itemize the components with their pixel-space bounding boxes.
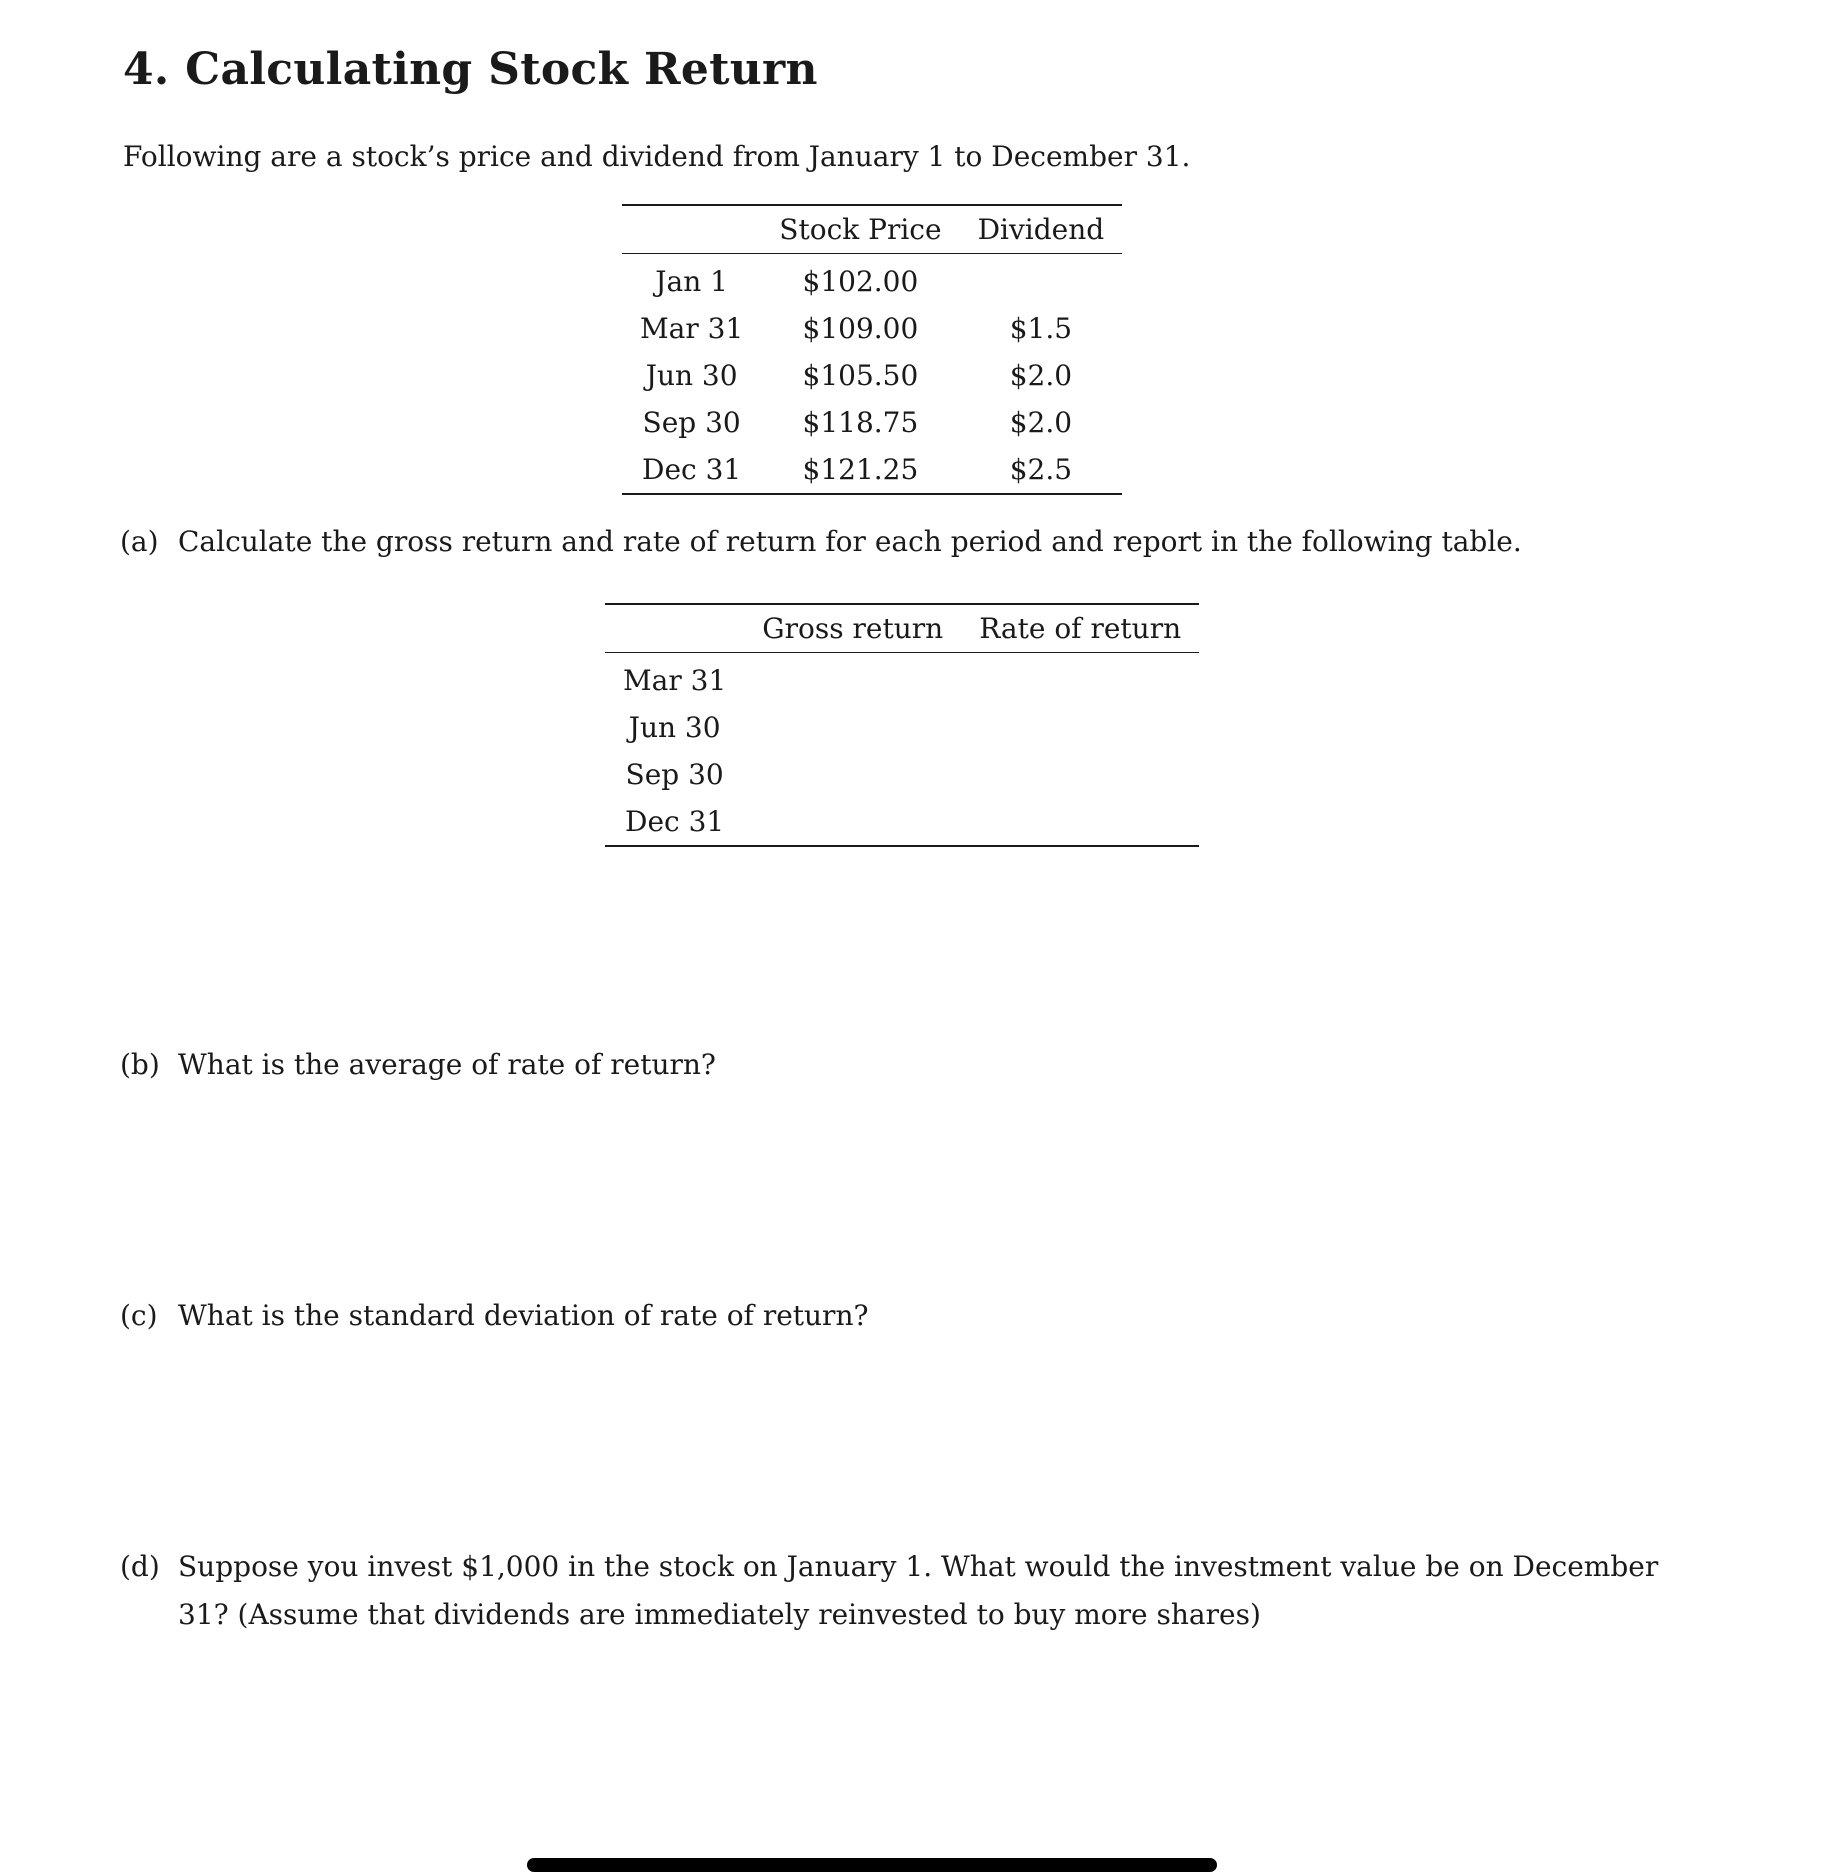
intro-text: Following are a stock’s price and dividend from January 1 to December 31. bbox=[123, 140, 1191, 173]
dividend-cell bbox=[960, 254, 1123, 306]
table-row bbox=[622, 446, 1122, 494]
date-cell: Jun 30 bbox=[628, 711, 721, 744]
column-header bbox=[622, 205, 761, 254]
gross-return-cell bbox=[744, 798, 961, 846]
table-row bbox=[605, 751, 1199, 798]
table-header-row bbox=[622, 205, 1122, 254]
table-row bbox=[605, 798, 1199, 846]
table-row bbox=[622, 399, 1122, 446]
table-row bbox=[622, 352, 1122, 399]
dividend-cell: $1.5 bbox=[1009, 312, 1073, 345]
price-cell: $102.00 bbox=[802, 265, 919, 298]
price-cell: $121.25 bbox=[761, 446, 959, 494]
question-text: What is the standard deviation of rate of return? bbox=[178, 1299, 869, 1332]
price-cell: $118.75 bbox=[802, 406, 919, 439]
table-row bbox=[622, 254, 1122, 306]
column-header-stock-price: Stock Price bbox=[761, 205, 959, 254]
question-label: (d) bbox=[120, 1550, 160, 1583]
home-indicator-bar[interactable] bbox=[527, 1858, 1217, 1872]
question-label: (b) bbox=[120, 1048, 160, 1081]
gross-return-cell bbox=[744, 751, 961, 798]
gross-return-cell bbox=[744, 653, 961, 705]
date-cell: Sep 30 bbox=[642, 406, 741, 439]
date-cell: Jan 1 bbox=[655, 265, 728, 298]
question-text: Calculate the gross return and rate of return for each period and report in the following table. bbox=[178, 525, 1522, 558]
return-table bbox=[605, 603, 1199, 847]
question-text: What is the average of rate of return? bbox=[178, 1048, 716, 1081]
dividend-cell: $2.0 bbox=[1009, 359, 1073, 392]
rate-of-return-cell bbox=[961, 704, 1199, 751]
column-header-dividend: Dividend bbox=[960, 205, 1123, 254]
question-text-line2: 31? (Assume that dividends are immediately reinvested to buy more shares) bbox=[178, 1598, 1261, 1631]
date-cell: Mar 31 bbox=[640, 312, 744, 345]
rate-of-return-cell bbox=[961, 653, 1199, 705]
rate-of-return-cell bbox=[961, 798, 1199, 846]
table-header-row bbox=[605, 604, 1199, 653]
question-label: (a) bbox=[120, 525, 159, 558]
date-cell: Jun 30 bbox=[645, 359, 738, 392]
table-row bbox=[605, 704, 1199, 751]
column-header bbox=[605, 604, 744, 653]
question-c bbox=[120, 1292, 868, 1340]
section-title: 4. Calculating Stock Return bbox=[123, 44, 818, 95]
gross-return-cell bbox=[744, 704, 961, 751]
date-cell: Dec 31 bbox=[605, 798, 744, 846]
dividend-cell: $2.5 bbox=[960, 446, 1123, 494]
table-row bbox=[605, 653, 1199, 705]
question-a bbox=[120, 518, 1522, 566]
price-cell: $109.00 bbox=[802, 312, 919, 345]
question-d bbox=[120, 1543, 1658, 1639]
column-header-gross-return: Gross return bbox=[744, 604, 961, 653]
price-cell: $105.50 bbox=[802, 359, 919, 392]
price-dividend-table bbox=[622, 204, 1122, 495]
table-row bbox=[622, 305, 1122, 352]
question-b bbox=[120, 1041, 716, 1089]
date-cell: Dec 31 bbox=[622, 446, 761, 494]
column-header-rate-of-return: Rate of return bbox=[961, 604, 1199, 653]
date-cell: Mar 31 bbox=[623, 664, 727, 697]
date-cell: Sep 30 bbox=[625, 758, 724, 791]
question-text-line1: Suppose you invest $1,000 in the stock on January 1. What would the investment value be on December bbox=[178, 1550, 1659, 1583]
question-label: (c) bbox=[120, 1299, 158, 1332]
dividend-cell: $2.0 bbox=[1009, 406, 1073, 439]
rate-of-return-cell bbox=[961, 751, 1199, 798]
